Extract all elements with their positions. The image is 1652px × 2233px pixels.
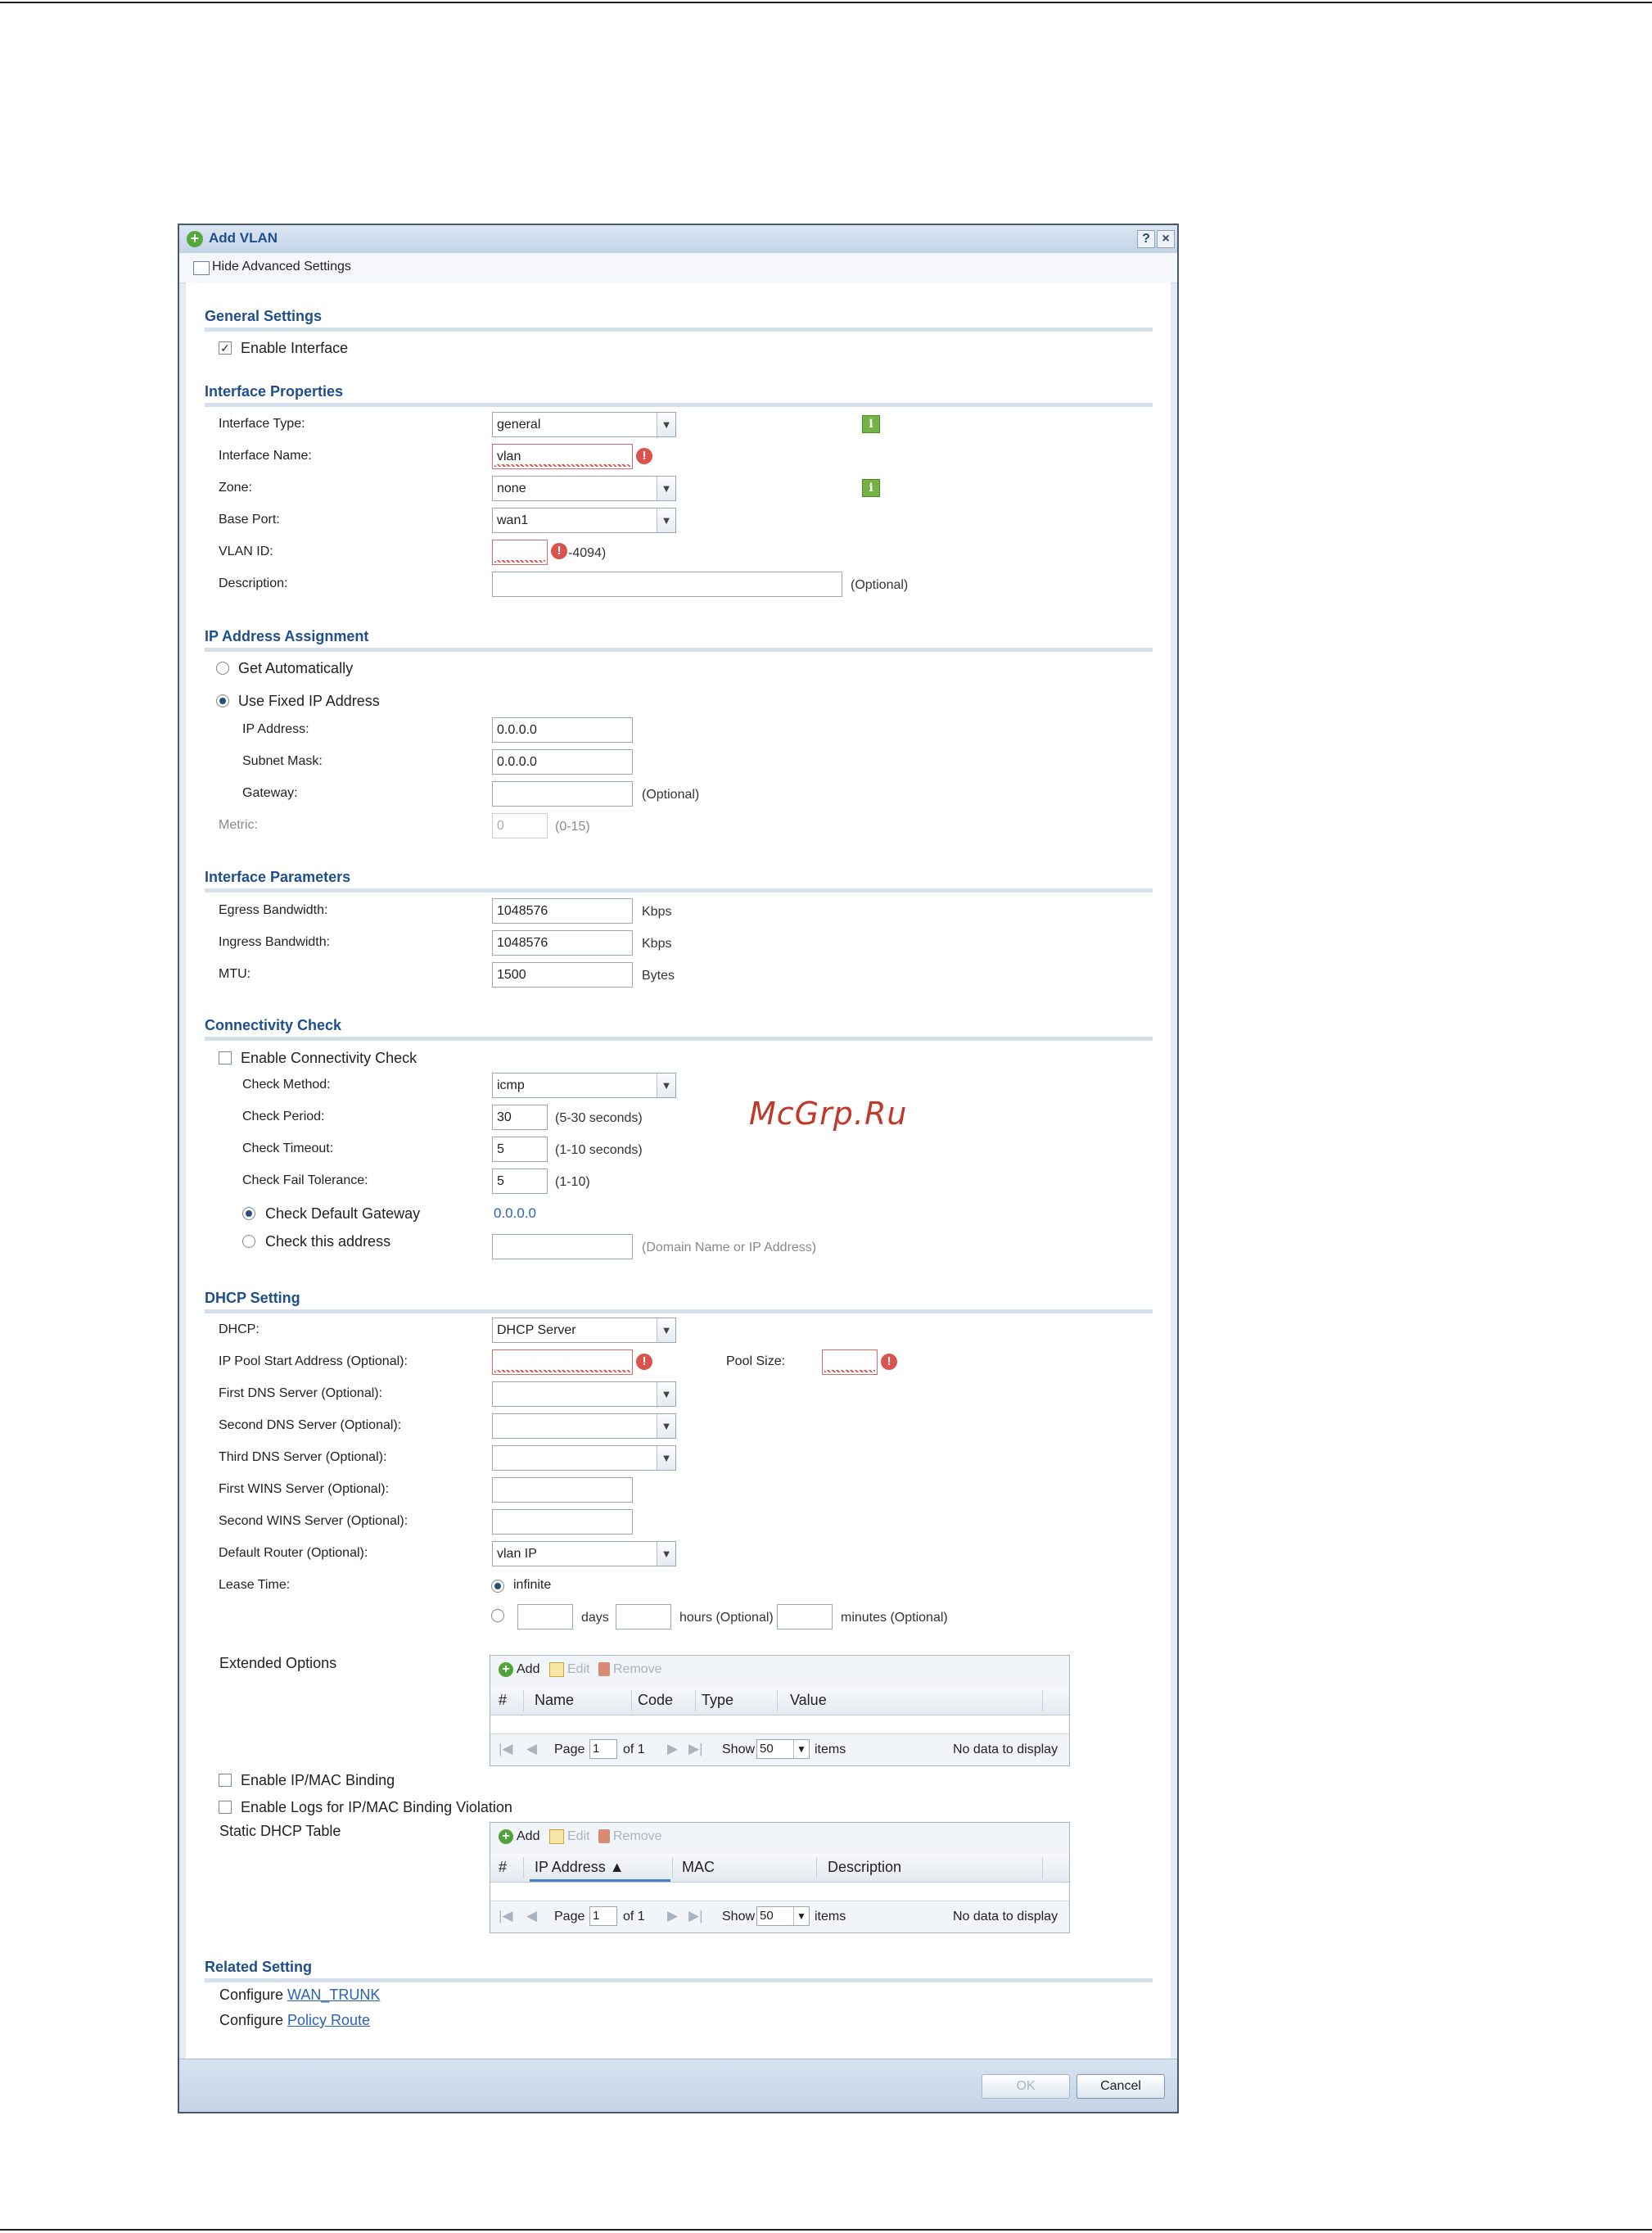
column-separator xyxy=(1042,1690,1043,1711)
dialog-title: Add VLAN xyxy=(209,230,278,246)
enable-ipmac-binding-label: Enable IP/MAC Binding xyxy=(241,1772,395,1788)
prev-page-icon[interactable]: ◀ xyxy=(526,1908,538,1923)
section-divider xyxy=(205,1309,1153,1313)
vlan-id-label: VLAN ID: xyxy=(219,545,273,558)
zone-select[interactable] xyxy=(492,476,676,501)
error-icon: ! xyxy=(551,543,567,559)
pool-start-label: IP Pool Start Address (Optional): xyxy=(219,1354,408,1368)
ok-button[interactable]: OK xyxy=(982,2074,1070,2099)
check-method-select[interactable] xyxy=(492,1073,676,1098)
lease-hours-input[interactable] xyxy=(616,1604,671,1630)
trash-icon xyxy=(598,1829,610,1843)
metric-label: Metric: xyxy=(219,818,258,832)
add-button[interactable] xyxy=(499,1662,539,1677)
info-icon[interactable]: i xyxy=(862,415,880,433)
show-label: Show xyxy=(722,1743,756,1756)
second-dns-select[interactable] xyxy=(492,1413,676,1439)
watermark-text: McGrp.Ru xyxy=(749,1096,908,1132)
metric-hint: (0-15) xyxy=(555,820,590,834)
first-page-icon[interactable]: |◀ xyxy=(499,1908,513,1923)
get-automatically-label: Get Automatically xyxy=(238,660,354,676)
error-icon: ! xyxy=(636,448,652,464)
grid-pager xyxy=(490,1734,1069,1765)
second-wins-label: Second WINS Server (Optional): xyxy=(219,1514,408,1528)
configure-label: Configure xyxy=(219,1987,284,2003)
chevron-down-icon[interactable]: ▼ xyxy=(657,413,675,436)
base-port-select[interactable] xyxy=(492,508,676,533)
default-router-label: Default Router (Optional): xyxy=(219,1546,368,1560)
column-header[interactable]: Code xyxy=(638,1692,674,1708)
general-settings-heading: General Settings xyxy=(205,308,323,324)
column-separator xyxy=(523,1857,524,1878)
page-bottom-rule xyxy=(0,2229,1652,2231)
zone-label: Zone: xyxy=(219,481,252,495)
wan-trunk-link[interactable]: WAN_TRUNK xyxy=(287,1987,381,2003)
page-label: Page xyxy=(554,1910,585,1923)
items-label: items xyxy=(815,1910,846,1923)
enable-connectivity-check-checkbox[interactable] xyxy=(219,1051,232,1065)
hide-advanced-settings-button[interactable]: Hide Advanced Settings xyxy=(212,260,351,273)
column-header[interactable]: Type xyxy=(702,1692,734,1708)
chevron-down-icon[interactable]: ▼ xyxy=(793,1740,809,1758)
column-separator xyxy=(695,1690,696,1711)
related-setting-heading: Related Setting xyxy=(205,1959,313,1975)
chevron-down-icon[interactable]: ▼ xyxy=(657,1542,675,1566)
ingress-unit: Kbps xyxy=(642,937,672,951)
check-default-gateway-radio[interactable] xyxy=(242,1207,255,1220)
edit-label: Edit xyxy=(567,1829,590,1844)
first-dns-label: First DNS Server (Optional): xyxy=(219,1386,383,1400)
ip-address-label: IP Address: xyxy=(242,722,309,736)
dialog-content xyxy=(186,283,1171,2059)
section-divider xyxy=(205,403,1153,407)
grid-header xyxy=(490,1854,1069,1883)
gateway-input[interactable] xyxy=(492,781,633,807)
use-fixed-ip-label: Use Fixed IP Address xyxy=(238,693,380,709)
remove-label: Remove xyxy=(613,1662,662,1676)
default-gateway-value: 0.0.0.0 xyxy=(494,1205,536,1221)
connectivity-check-heading: Connectivity Check xyxy=(205,1017,342,1033)
add-icon: + xyxy=(499,1662,513,1677)
add-icon: + xyxy=(499,1829,513,1844)
first-wins-label: First WINS Server (Optional): xyxy=(219,1482,390,1496)
page-size-value: 50 xyxy=(760,1742,774,1756)
pool-start-input[interactable] xyxy=(492,1349,633,1375)
zone-value: none xyxy=(497,481,526,495)
mtu-unit: Bytes xyxy=(642,969,675,983)
add-icon: + xyxy=(187,231,203,247)
dialog-toolbar xyxy=(179,253,1177,283)
check-timeout-label: Check Timeout: xyxy=(242,1141,334,1155)
dialog-footer xyxy=(179,2059,1177,2112)
chevron-down-icon[interactable]: ▼ xyxy=(657,1318,675,1342)
add-vlan-dialog xyxy=(178,224,1179,2113)
enable-ipmac-logs-checkbox[interactable] xyxy=(219,1801,232,1814)
grid-header xyxy=(490,1687,1069,1715)
check-timeout-hint: (1-10 seconds) xyxy=(555,1143,643,1157)
first-dns-select[interactable] xyxy=(492,1381,676,1407)
use-fixed-ip-radio[interactable] xyxy=(216,694,229,707)
column-header[interactable]: # xyxy=(499,1692,508,1708)
ingress-bandwidth-input[interactable]: 1048576 xyxy=(492,930,633,956)
ip-address-input[interactable]: 0.0.0.0 xyxy=(492,717,633,743)
second-wins-input[interactable] xyxy=(492,1509,633,1535)
page-size-value: 50 xyxy=(760,1909,774,1923)
add-label: Add xyxy=(517,1662,540,1677)
description-input[interactable] xyxy=(492,572,842,597)
column-separator xyxy=(672,1857,673,1878)
base-port-value: wan1 xyxy=(497,513,529,527)
column-separator xyxy=(631,1690,632,1711)
edit-icon xyxy=(549,1662,564,1677)
last-page-icon[interactable]: ▶| xyxy=(688,1908,703,1923)
chevron-down-icon[interactable]: ▼ xyxy=(657,1382,675,1406)
remove-label: Remove xyxy=(613,1829,662,1843)
help-button[interactable]: ? xyxy=(1137,230,1155,248)
lease-minutes-input[interactable] xyxy=(777,1604,833,1630)
no-data-label: No data to display xyxy=(953,1743,1058,1756)
page-top-rule xyxy=(0,2,1652,3)
lease-days-input[interactable] xyxy=(517,1604,573,1630)
edit-button[interactable] xyxy=(549,1829,590,1844)
dhcp-label: DHCP: xyxy=(219,1322,260,1336)
enable-interface-label: Enable Interface xyxy=(241,340,349,356)
configure-label: Configure xyxy=(219,2012,284,2028)
add-label: Add xyxy=(517,1829,540,1844)
error-icon: ! xyxy=(636,1354,652,1370)
grid-pager xyxy=(490,1901,1069,1932)
sort-indicator xyxy=(530,1879,670,1882)
items-label: items xyxy=(815,1743,846,1756)
base-port-label: Base Port: xyxy=(219,513,280,527)
interface-properties-heading: Interface Properties xyxy=(205,383,344,400)
chevron-down-icon[interactable]: ▼ xyxy=(657,1446,675,1470)
mtu-label: MTU: xyxy=(219,967,251,981)
egress-bandwidth-label: Egress Bandwidth: xyxy=(219,903,328,917)
ip-assignment-heading: IP Address Assignment xyxy=(205,628,369,644)
enable-ipmac-logs-label: Enable Logs for IP/MAC Binding Violation xyxy=(241,1799,512,1815)
static-dhcp-grid xyxy=(490,1822,1070,1933)
enable-interface-checkbox[interactable]: ✓ xyxy=(219,341,232,355)
interface-name-label: Interface Name: xyxy=(219,449,312,463)
lease-time-label: Lease Time: xyxy=(219,1578,291,1592)
default-router-select[interactable] xyxy=(492,1541,676,1566)
subnet-mask-label: Subnet Mask: xyxy=(242,754,323,768)
no-data-label: No data to display xyxy=(953,1910,1058,1923)
page-size-select[interactable] xyxy=(756,1739,810,1759)
page-input[interactable]: 1 xyxy=(589,1906,617,1926)
check-fail-tolerance-label: Check Fail Tolerance: xyxy=(242,1173,368,1187)
first-page-icon[interactable]: |◀ xyxy=(499,1741,513,1756)
add-button[interactable] xyxy=(499,1829,539,1844)
check-default-gateway-label: Check Default Gateway xyxy=(265,1205,421,1222)
trash-icon xyxy=(598,1662,610,1676)
edit-icon xyxy=(549,1829,564,1844)
show-label: Show xyxy=(722,1910,756,1923)
grid-toolbar xyxy=(490,1823,1069,1855)
chevron-down-icon[interactable]: ▼ xyxy=(793,1907,809,1925)
enable-ipmac-binding-checkbox[interactable] xyxy=(219,1774,232,1787)
pool-size-label: Pool Size: xyxy=(726,1354,786,1368)
page-of-label: of 1 xyxy=(623,1910,645,1923)
lease-days-label: days xyxy=(581,1611,609,1625)
lease-infinite-radio[interactable] xyxy=(491,1580,504,1593)
column-header[interactable]: Description xyxy=(828,1859,902,1875)
check-period-input[interactable]: 30 xyxy=(492,1105,548,1130)
description-label: Description: xyxy=(219,576,288,590)
dhcp-value: DHCP Server xyxy=(497,1323,576,1337)
metric-input: 0 xyxy=(492,813,548,839)
extended-options-grid xyxy=(490,1655,1070,1766)
enable-connectivity-check-label: Enable Connectivity Check xyxy=(241,1050,418,1066)
column-separator xyxy=(523,1690,524,1711)
pool-size-input[interactable] xyxy=(822,1349,878,1375)
page-size-select[interactable] xyxy=(756,1906,810,1926)
vlan-id-hint: -4094) xyxy=(568,546,607,560)
edit-button[interactable] xyxy=(549,1662,590,1677)
chevron-down-icon[interactable]: ▼ xyxy=(657,1074,675,1097)
extended-options-label: Extended Options xyxy=(219,1655,337,1671)
column-header[interactable]: # xyxy=(499,1859,508,1875)
grid-toolbar xyxy=(490,1656,1069,1688)
check-this-address-radio[interactable] xyxy=(242,1235,255,1248)
check-address-hint: (Domain Name or IP Address) xyxy=(642,1241,817,1254)
cancel-button[interactable]: Cancel xyxy=(1077,2074,1165,2099)
chevron-down-icon[interactable]: ▼ xyxy=(657,477,675,500)
ingress-bandwidth-label: Ingress Bandwidth: xyxy=(219,935,331,949)
check-this-address-label: Check this address xyxy=(265,1233,391,1250)
page-label: Page xyxy=(554,1743,585,1756)
static-dhcp-table-label: Static DHCP Table xyxy=(219,1823,341,1839)
hide-advanced-icon[interactable] xyxy=(193,261,210,275)
lease-infinite-label: infinite xyxy=(513,1578,552,1592)
egress-unit: Kbps xyxy=(642,905,672,919)
subnet-mask-input[interactable]: 0.0.0.0 xyxy=(492,749,633,775)
first-wins-input[interactable] xyxy=(492,1477,633,1503)
second-dns-label: Second DNS Server (Optional): xyxy=(219,1418,402,1432)
vlan-id-input[interactable] xyxy=(492,540,548,565)
egress-bandwidth-input[interactable]: 1048576 xyxy=(492,898,633,924)
section-divider xyxy=(205,648,1153,652)
column-separator xyxy=(777,1690,778,1711)
check-period-label: Check Period: xyxy=(242,1110,325,1123)
interface-name-input[interactable]: vlan xyxy=(492,444,633,469)
column-separator xyxy=(1042,1857,1043,1878)
edit-label: Edit xyxy=(567,1662,590,1677)
gateway-hint: (Optional) xyxy=(642,788,700,802)
interface-type-select[interactable] xyxy=(492,412,676,437)
next-page-icon[interactable]: ▶ xyxy=(667,1741,679,1756)
next-page-icon[interactable]: ▶ xyxy=(667,1908,679,1923)
lease-hours-label: hours (Optional) xyxy=(679,1611,774,1625)
remove-button[interactable] xyxy=(598,1829,662,1844)
get-automatically-radio[interactable] xyxy=(216,662,229,675)
section-divider xyxy=(205,1978,1153,1982)
description-hint: (Optional) xyxy=(851,578,909,592)
section-divider xyxy=(205,1037,1153,1041)
section-divider xyxy=(205,888,1153,893)
column-header[interactable]: MAC xyxy=(682,1859,715,1875)
check-timeout-input[interactable]: 5 xyxy=(492,1137,548,1162)
prev-page-icon[interactable]: ◀ xyxy=(526,1741,538,1756)
last-page-icon[interactable]: ▶| xyxy=(688,1741,703,1756)
default-router-value: vlan IP xyxy=(497,1547,537,1561)
info-icon[interactable]: i xyxy=(862,479,880,497)
interface-parameters-heading: Interface Parameters xyxy=(205,869,351,885)
check-address-input[interactable] xyxy=(492,1234,633,1259)
check-period-hint: (5-30 seconds) xyxy=(555,1111,643,1125)
check-fail-tolerance-hint: (1-10) xyxy=(555,1175,590,1189)
check-method-value: icmp xyxy=(497,1078,525,1092)
gateway-label: Gateway: xyxy=(242,786,298,800)
section-divider xyxy=(205,328,1153,332)
close-button[interactable]: × xyxy=(1157,230,1175,248)
error-icon: ! xyxy=(881,1354,897,1370)
column-separator xyxy=(816,1857,817,1878)
interface-type-label: Interface Type: xyxy=(219,417,305,431)
third-dns-select[interactable] xyxy=(492,1445,676,1471)
dhcp-select[interactable] xyxy=(492,1318,676,1343)
check-method-label: Check Method: xyxy=(242,1078,331,1092)
mtu-input[interactable]: 1500 xyxy=(492,962,633,988)
interface-type-value: general xyxy=(497,418,541,432)
check-fail-tolerance-input[interactable]: 5 xyxy=(492,1168,548,1194)
page-of-label: of 1 xyxy=(623,1743,645,1756)
remove-button[interactable] xyxy=(598,1662,662,1677)
column-header[interactable]: IP Address ▲ xyxy=(535,1859,625,1875)
column-header[interactable]: Name xyxy=(535,1692,575,1708)
page-input[interactable]: 1 xyxy=(589,1739,617,1759)
chevron-down-icon[interactable]: ▼ xyxy=(657,1414,675,1438)
policy-route-link[interactable]: Policy Route xyxy=(287,2012,371,2028)
dhcp-setting-heading: DHCP Setting xyxy=(205,1290,300,1306)
column-header[interactable]: Value xyxy=(790,1692,827,1708)
lease-custom-radio[interactable] xyxy=(491,1609,504,1622)
lease-minutes-label: minutes (Optional) xyxy=(841,1611,948,1625)
chevron-down-icon[interactable]: ▼ xyxy=(657,509,675,532)
third-dns-label: Third DNS Server (Optional): xyxy=(219,1450,387,1464)
dialog-titlebar xyxy=(179,225,1177,254)
